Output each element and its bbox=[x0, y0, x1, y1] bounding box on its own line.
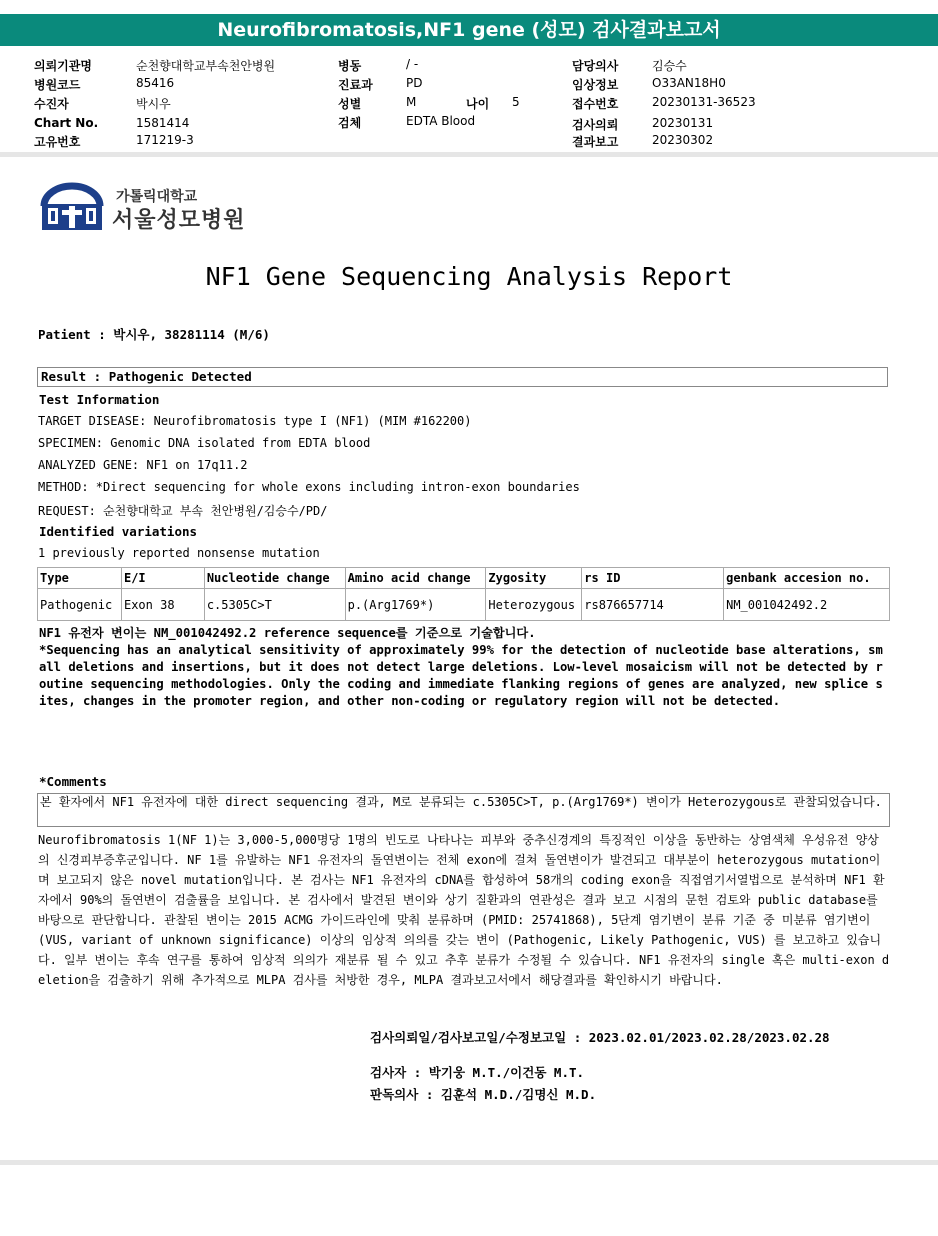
cell-type: Pathogenic bbox=[38, 589, 122, 621]
reader-line: 판독의사 : 김훈석 M.D./김명신 M.D. bbox=[370, 1087, 597, 1102]
logo-university-name: 가톨릭대학교 bbox=[116, 189, 198, 205]
value-request-date: 20230131 bbox=[652, 116, 714, 130]
value-ward: / - bbox=[406, 57, 419, 71]
value-report-date: 20230302 bbox=[652, 133, 714, 147]
identified-variations-heading: Identified variations bbox=[39, 524, 198, 539]
value-department: PD bbox=[406, 76, 423, 90]
comment-summary-box: 본 환자에서 NF1 유전자에 대한 direct sequencing 결과, M로 분류되는 c.5305C>T, p.(Arg1769*) 변이가 Heterozygous로 관찰되었습니다. bbox=[37, 793, 890, 827]
label-accession-no: 접수번호 bbox=[572, 97, 619, 111]
header-rs-id: rs ID bbox=[582, 568, 724, 589]
result-box: Result : Pathogenic Detected bbox=[37, 367, 888, 387]
cell-amino-acid-change: p.(Arg1769*) bbox=[345, 589, 486, 621]
value-requesting-institution: 순천향대학교부속천안병원 bbox=[136, 59, 276, 73]
label-ward: 병동 bbox=[338, 59, 362, 73]
table-row bbox=[38, 589, 890, 621]
header-zygosity: Zygosity bbox=[486, 568, 582, 589]
reference-note: NF1 유전자 변이는 NM_001042492.2 reference sequence를 기준으로 기술합니다. bbox=[39, 626, 536, 640]
report-title: NF1 Gene Sequencing Analysis Report bbox=[205, 262, 733, 291]
label-patient-name: 수진자 bbox=[34, 97, 69, 111]
divider-top bbox=[0, 152, 938, 157]
report-dates: 검사의뢰일/검사보고일/수정보고일 : 2023.02.01/2023.02.28/2023.02.28 bbox=[370, 1030, 830, 1045]
divider-bottom bbox=[0, 1160, 938, 1165]
method-line: METHOD: *Direct sequencing for whole exons including intron-exon boundaries bbox=[38, 480, 580, 494]
cell-genbank-accession: NM_001042492.2 bbox=[724, 589, 890, 621]
examiner-line: 검사자 : 박기웅 M.T./이건동 M.T. bbox=[370, 1065, 585, 1080]
value-hospital-code: 85416 bbox=[136, 76, 175, 90]
label-specimen: 검체 bbox=[338, 116, 362, 130]
target-disease-line: TARGET DISEASE: Neurofibromatosis type I (NF1) (MIM #162200) bbox=[38, 414, 472, 428]
label-hospital-code: 병원코드 bbox=[34, 78, 81, 92]
specimen-line: SPECIMEN: Genomic DNA isolated from EDTA blood bbox=[38, 436, 371, 450]
label-unique-no: 고유번호 bbox=[34, 135, 81, 149]
variations-summary: 1 previously reported nonsense mutation bbox=[38, 546, 320, 560]
report-header-title: Neurofibromatosis,NF1 gene (성모) 검사결과보고서 bbox=[0, 14, 938, 46]
hospital-logo-icon bbox=[38, 182, 106, 232]
value-age: 5 bbox=[512, 95, 520, 109]
label-report-date: 결과보고 bbox=[572, 135, 619, 149]
label-chart-no: Chart No. bbox=[34, 116, 99, 130]
cell-exon-intron: Exon 38 bbox=[121, 589, 204, 621]
request-line: REQUEST: 순천향대학교 부속 천안병원/김승수/PD/ bbox=[38, 504, 328, 518]
label-age: 나이 bbox=[466, 97, 490, 111]
cell-rs-id: rs876657714 bbox=[582, 589, 724, 621]
value-clinical-info: O33AN18H0 bbox=[652, 76, 726, 90]
value-chart-no: 1581414 bbox=[136, 116, 190, 130]
value-unique-no: 171219-3 bbox=[136, 133, 194, 147]
header-exon-intron: E/I bbox=[121, 568, 204, 589]
header-nucleotide-change: Nucleotide change bbox=[204, 568, 345, 589]
test-information-heading: Test Information bbox=[39, 392, 160, 407]
value-accession-no: 20230131-36523 bbox=[652, 95, 756, 109]
label-requesting-institution: 의뢰기관명 bbox=[34, 59, 92, 73]
cell-nucleotide-change: c.5305C>T bbox=[204, 589, 345, 621]
label-physician: 담당의사 bbox=[572, 59, 619, 73]
header-type: Type bbox=[38, 568, 122, 589]
comment-paragraph: Neurofibromatosis 1(NF 1)는 3,000-5,000명당 1명의 빈도로 나타나는 피부와 중추신경계의 특징적인 이상을 동반하는 상염색체 우성유전 양상의 신경피부증후군입니다. NF 1를 유발하는 NF1 유전자의 돌연변이는 전체 exon에 걸쳐 돌연변이가 발견되고 대부분이 heterozygous mutation이며 보고되지 않은 novel mutation입니다. 본 검사는 NF1 유전자의 cDNA를 합성하여 58개의 coding exon을 직접염기서열법으로 분석하며 NF1 환자에서 90%의 돌연변이 검출률을 보입니다. 본 검사에서 발견된 변이와 상기 질환과의 연관성은 결과 보고 시점의 문헌 검토와 public database를 바탕으로 판단합니다. 관찰된 변이는 2015 ACMG 가이드라인에 맞춰 분류하며 (PMID: 25741868), 5단계 염기변이 분류 기준 중 미분류 염기변이 (VUS, variant of unknown significance) 이상의 임상적 의의를 갖는 변이 (Pathogenic, Likely Pathogenic, VUS) 를 보고하고 있습니다. 일부 변이는 후속 연구를 통하여 임상적 의의가 재분류 될 수 있고 추후 분류가 수정될 수 있습니다. NF1 유전자의 single 혹은 multi-exon deletion을 검출하기 위해 추가적으로 MLPA 검사를 처방한 경우, MLPA 결과보고서에서 해당결과를 확인하시기 바랍니다. bbox=[38, 833, 890, 987]
cell-zygosity: Heterozygous bbox=[486, 589, 582, 621]
comments-heading: *Comments bbox=[39, 774, 107, 789]
patient-line: Patient : 박시우, 38281114 (M/6) bbox=[38, 327, 270, 342]
label-request-date: 검사의뢰 bbox=[572, 118, 619, 132]
value-physician: 김승수 bbox=[652, 59, 687, 73]
sensitivity-note: *Sequencing has an analytical sensitivity of approximately 99% for the detection of nucleotide base alterations, small deletions and insertions, but it does not detect large deletions. Low-level mosaicism will not be detected by routine sequencing methodologies. Only the coding and immediate flanking regions of genes are analyzed, new splice sites, changes in the promoter region, and other non-coding or regulatory region will not be detected. bbox=[39, 643, 883, 708]
analyzed-gene-line: ANALYZED GENE: NF1 on 17q11.2 bbox=[38, 458, 248, 472]
value-sex: M bbox=[406, 95, 417, 109]
label-department: 진료과 bbox=[338, 78, 373, 92]
header-amino-acid-change: Amino acid change bbox=[345, 568, 486, 589]
label-sex: 성별 bbox=[338, 97, 362, 111]
value-patient-name: 박시우 bbox=[136, 97, 171, 111]
header-genbank-accession: genbank accesion no. bbox=[724, 568, 890, 589]
variations-table bbox=[37, 567, 890, 621]
label-clinical-info: 임상정보 bbox=[572, 78, 619, 92]
table-header-row bbox=[38, 568, 890, 589]
value-specimen: EDTA Blood bbox=[406, 114, 476, 128]
logo-hospital-name: 서울성모병원 bbox=[112, 208, 246, 233]
